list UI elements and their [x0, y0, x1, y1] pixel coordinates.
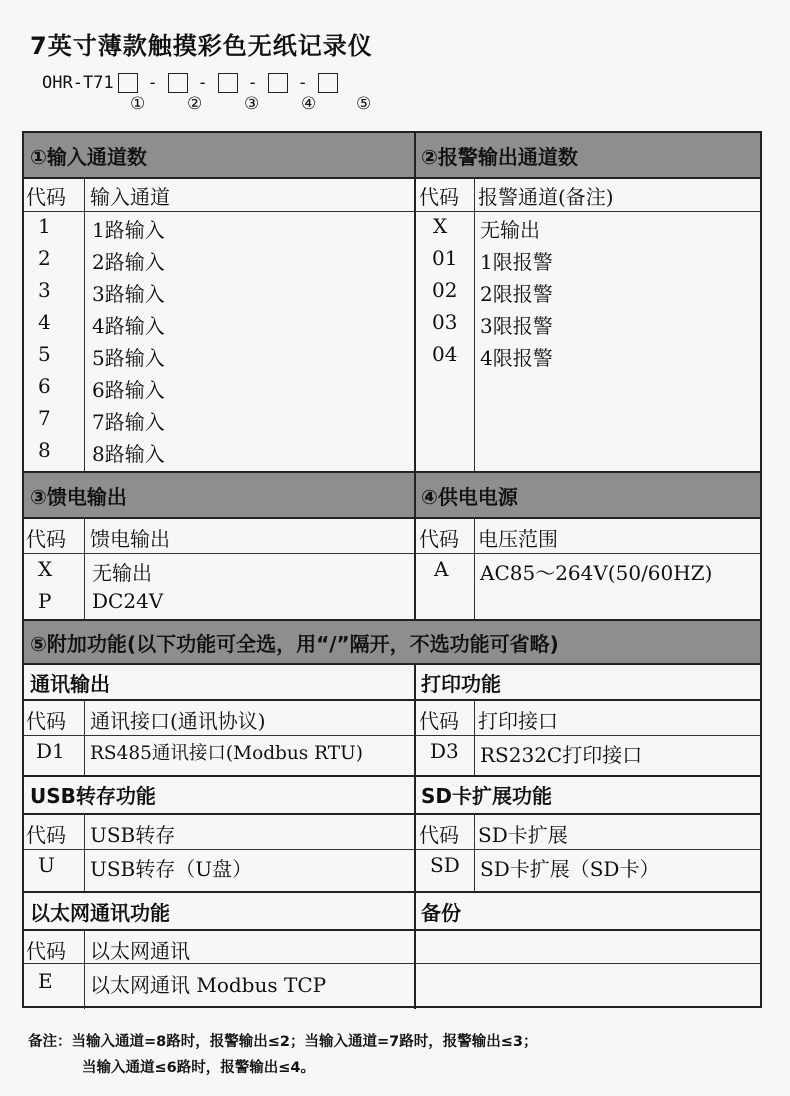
feed-code: X	[38, 557, 53, 581]
input-code: 1	[38, 214, 51, 238]
slot-number-2: ②	[187, 94, 203, 114]
col-header-code: 代码	[26, 527, 66, 551]
input-desc: 7路输入	[92, 410, 165, 434]
alarm-code: 01	[432, 246, 458, 270]
col-header-desc: 通讯接口(通讯协议)	[90, 709, 266, 733]
usb-desc: USB转存（U盘）	[90, 857, 253, 881]
col-header-desc: 报警通道(备注)	[478, 185, 614, 209]
alarm-desc: 2限报警	[480, 282, 553, 306]
subsection-title-sd: SD卡扩展功能	[421, 783, 553, 808]
col-header-code: 代码	[26, 939, 66, 963]
feed-code: P	[38, 589, 52, 613]
input-desc: 2路输入	[92, 250, 165, 274]
input-code: 7	[38, 406, 51, 430]
slot-number-4: ④	[301, 94, 317, 114]
col-header-code: 代码	[419, 185, 459, 209]
input-code: 2	[38, 246, 51, 270]
print-desc: RS232C打印接口	[480, 743, 643, 767]
comm-code: D1	[36, 739, 65, 763]
power-desc: AC85～264V(50/60HZ)	[480, 561, 713, 585]
col-header-desc: 馈电输出	[90, 527, 170, 551]
separator: -	[247, 73, 258, 93]
input-code: 3	[38, 278, 51, 302]
slot-number-3: ③	[244, 94, 260, 114]
col-header-code: 代码	[419, 527, 459, 551]
section-header-row	[24, 621, 760, 663]
section-title-feed-output: ③馈电输出	[30, 484, 127, 509]
footnote-line-1: 备注：当输入通道=8路时，报警输出≤2；当输入通道=7路时，报警输出≤3；	[28, 1034, 538, 1050]
alarm-code: 03	[432, 310, 458, 334]
section-title-alarm-outputs: ②报警输出通道数	[421, 144, 578, 169]
subsection-title-backup: 备份	[421, 900, 461, 925]
slot-box-2	[168, 73, 188, 93]
col-header-desc: SD卡扩展	[478, 823, 568, 847]
sd-desc: SD卡扩展（SD卡）	[480, 857, 660, 881]
spec-table	[22, 131, 762, 1008]
col-header-desc: USB转存	[90, 823, 176, 847]
subsection-title-print: 打印功能	[421, 671, 501, 696]
print-code: D3	[430, 739, 459, 763]
slot-box-4	[268, 73, 288, 93]
subsection-title-ethernet: 以太网通讯功能	[30, 900, 170, 925]
section-title-extras: ⑤附加功能(以下功能可全选，用“/”隔开，不选功能可省略)	[30, 631, 559, 656]
alarm-code: 02	[432, 278, 458, 302]
ethernet-desc: 以太网通讯 Modbus TCP	[90, 973, 327, 997]
ethernet-code: E	[38, 969, 53, 993]
alarm-desc: 3限报警	[480, 314, 553, 338]
input-code: 4	[38, 310, 51, 334]
page-title: 7英寸薄款触摸彩色无纸记录仪	[30, 32, 373, 60]
subsection-title-usb: USB转存功能	[30, 783, 156, 808]
usb-code: U	[38, 853, 55, 877]
col-header-desc: 以太网通讯	[90, 939, 190, 963]
input-code: 6	[38, 374, 51, 398]
input-desc: 5路输入	[92, 346, 165, 370]
comm-desc: RS485通讯接口(Modbus RTU)	[90, 743, 363, 764]
input-code: 5	[38, 342, 51, 366]
alarm-desc: 4限报警	[480, 346, 553, 370]
section-title-input-channels: ①输入通道数	[30, 144, 147, 169]
section-title-power-supply: ④供电电源	[421, 484, 518, 509]
section-header-row	[24, 473, 760, 517]
input-desc: 3路输入	[92, 282, 165, 306]
col-header-desc: 电压范围	[478, 527, 558, 551]
input-code: 8	[38, 438, 51, 462]
input-desc: 1路输入	[92, 218, 165, 242]
separator: -	[147, 73, 158, 93]
col-header-desc: 输入通道	[90, 185, 170, 209]
slot-box-5	[318, 73, 338, 93]
col-header-desc: 打印接口	[478, 709, 558, 733]
sd-code: SD	[430, 853, 460, 877]
input-desc: 6路输入	[92, 378, 165, 402]
alarm-desc: 无输出	[480, 218, 540, 242]
slot-box-1	[118, 73, 138, 93]
separator: -	[197, 73, 208, 93]
alarm-desc: 1限报警	[480, 250, 553, 274]
col-header-code: 代码	[26, 823, 66, 847]
separator: -	[297, 73, 308, 93]
section-header-row	[24, 133, 760, 177]
feed-desc: DC24V	[92, 589, 164, 613]
model-prefix: OHR-T71	[42, 73, 114, 93]
slot-box-3	[218, 73, 238, 93]
slot-number-5: ⑤	[356, 94, 372, 114]
alarm-code: 04	[432, 342, 458, 366]
alarm-code: X	[433, 214, 448, 238]
input-desc: 4路输入	[92, 314, 165, 338]
feed-desc: 无输出	[92, 561, 152, 585]
footnote-line-2: 当输入通道≤6路时，报警输出≤4。	[82, 1060, 315, 1076]
col-header-code: 代码	[419, 709, 459, 733]
col-header-code: 代码	[419, 823, 459, 847]
input-desc: 8路输入	[92, 442, 165, 466]
subsection-title-comm: 通讯输出	[30, 671, 110, 696]
power-code: A	[434, 557, 449, 581]
col-header-code: 代码	[26, 185, 66, 209]
slot-number-1: ①	[130, 94, 146, 114]
col-header-code: 代码	[26, 709, 66, 733]
